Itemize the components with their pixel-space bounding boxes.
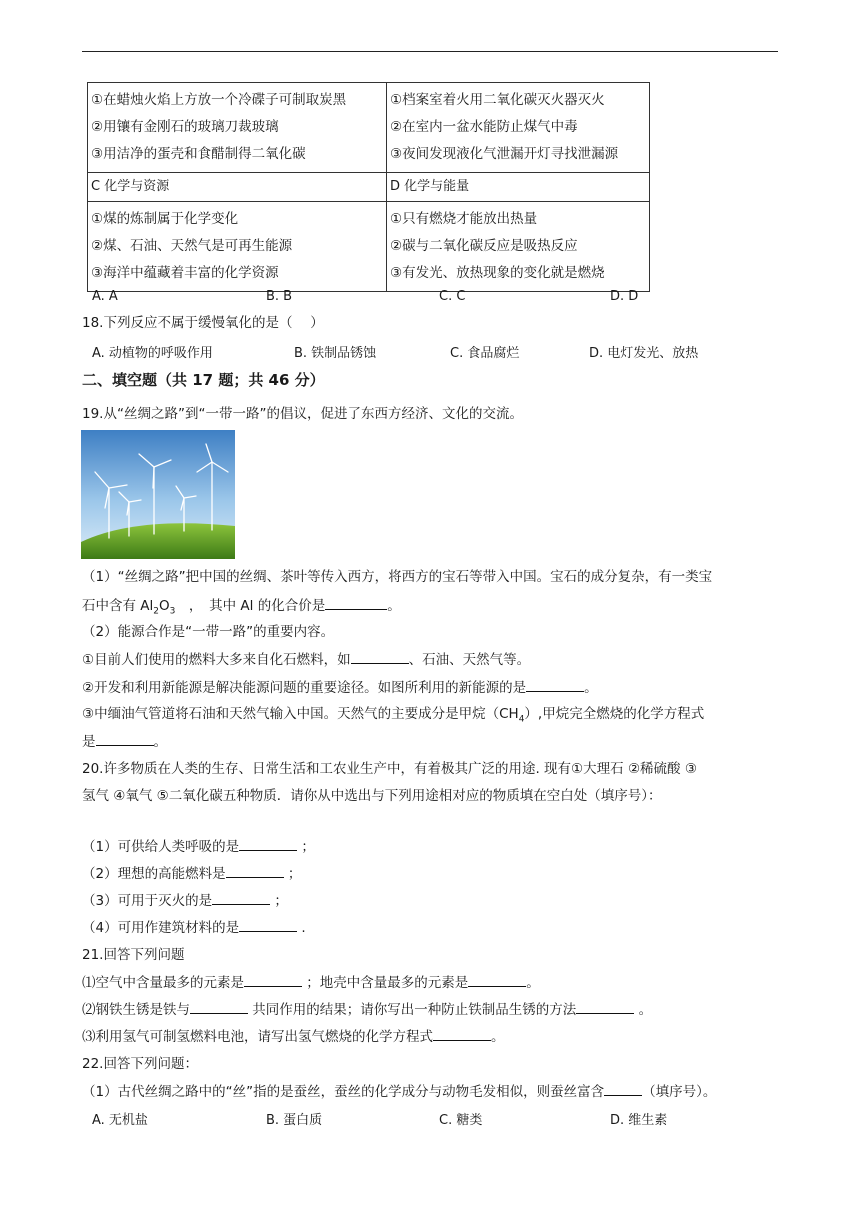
q21-text: ⑴空气中含量最多的元素是: [82, 975, 244, 991]
q19-text: 。: [387, 598, 401, 614]
subscript: 4: [518, 714, 525, 725]
q19-text: 是: [82, 734, 96, 750]
answer-blank[interactable]: [239, 836, 297, 851]
q20-text: .: [297, 920, 306, 936]
q19-part2-item2: [82, 677, 598, 698]
answer-blank[interactable]: [226, 863, 284, 878]
table-item: ②煤、石油、天然气是可再生能源: [91, 238, 293, 254]
q22-part1: [82, 1081, 716, 1102]
q20-item-2: [82, 863, 301, 884]
header-rule: [82, 51, 778, 52]
q21-text: 共同作用的结果；请你写出一种防止铁制品生锈的方法: [248, 1002, 577, 1018]
q19-part2-item3: [82, 704, 704, 730]
q19-text: 石中含有 Al: [82, 598, 154, 614]
q18-option-a[interactable]: A. 动植物的呼吸作用: [92, 346, 213, 361]
table-item: ①煤的炼制属于化学变化: [91, 211, 239, 227]
table-item: ③海洋中蕴藏着丰富的化学资源: [91, 265, 279, 281]
table-cell-d: [387, 202, 650, 292]
table-item: ①只有燃烧才能放出热量: [390, 211, 538, 227]
table-item: ②用镶有金刚石的玻璃刀裁玻璃: [91, 119, 279, 135]
answer-blank[interactable]: [96, 731, 154, 746]
comparison-table: [87, 82, 650, 292]
table-item: ③夜间发现液化气泄漏开灯寻找泄漏源: [390, 146, 619, 162]
q21-text: 。: [634, 1002, 653, 1018]
q19-part2-item3-cont: [82, 731, 167, 752]
q19-part2-item1: [82, 649, 530, 670]
subscript: 2: [153, 606, 160, 617]
q21-text: ⑵钢铁生锈是铁与: [82, 1002, 190, 1018]
table-header-d: D 化学与能量: [387, 173, 650, 202]
q21-text: 。: [491, 1029, 505, 1045]
q19-text: 、石油、天然气等。: [408, 652, 531, 668]
q17-option-d[interactable]: D. D: [610, 289, 639, 304]
q19-part2: （2）能源合作是“一带一路”的重要内容。: [82, 624, 335, 640]
q19-part1-line2: [82, 595, 401, 622]
q19-text: ③中缅油气管道将石油和天然气输入中国。天然气的主要成分是甲烷（CH: [82, 706, 519, 722]
q20-text: （1）可供给人类呼吸的是: [82, 839, 240, 855]
answer-blank[interactable]: [190, 999, 248, 1014]
q17-option-b[interactable]: B. B: [266, 289, 293, 304]
q19-part1-line1: （1）“丝绸之路”把中国的丝绸、茶叶等传入西方，将西方的宝石等带入中国。宝石的成分复杂，有一类宝: [82, 569, 713, 585]
table-item: ③用洁净的蛋壳和食醋制得二氧化碳: [91, 146, 306, 162]
q20-text: （2）理想的高能燃料是: [82, 866, 226, 882]
q22-text: （填序号）。: [642, 1084, 717, 1100]
q21-item-2: [82, 999, 652, 1020]
q20-item-1: [82, 836, 315, 857]
q22-stem: 22.回答下列问题：: [82, 1056, 198, 1072]
table-item: ①在蜡烛火焰上方放一个冷碟子可制取炭黑: [91, 92, 347, 108]
q20-text: （4）可用作建筑材料的是: [82, 920, 240, 936]
subscript: 3: [169, 606, 176, 617]
wind-turbines-image: [81, 430, 235, 559]
table-cell-c: [88, 202, 387, 292]
q22-option-a[interactable]: A. 无机盐: [92, 1113, 148, 1128]
table-item: ③有发光、放热现象的变化就是燃烧: [390, 265, 605, 281]
q17-option-a[interactable]: A. A: [92, 289, 118, 304]
q21-stem: 21.回答下列问题: [82, 947, 185, 963]
q21-item-1: [82, 972, 540, 993]
q19-text: ①目前人们使用的燃料大多来自化石燃料，如: [82, 652, 351, 668]
q18-option-b[interactable]: B. 铁制品锈蚀: [294, 346, 377, 361]
table-cell-row1-left: [88, 83, 387, 173]
q19-text: ， 其中 Al 的化合价是: [175, 598, 326, 614]
q22-option-d[interactable]: D. 维生素: [610, 1113, 668, 1128]
table-item: ②在室内一盆水能防止煤气中毒: [390, 119, 578, 135]
q19-text: 。: [153, 734, 167, 750]
q20-text: ；: [297, 839, 315, 855]
answer-blank[interactable]: [576, 999, 634, 1014]
q19-text: O: [159, 598, 170, 614]
answer-blank[interactable]: [604, 1081, 642, 1096]
q19-text: ②开发和利用新能源是解决能源问题的重要途径。如图所利用的新能源的是: [82, 680, 527, 696]
q19-text: 。: [584, 680, 598, 696]
q18-stem: 18.下列反应不属于缓慢氧化的是（ ）: [82, 315, 324, 331]
answer-blank[interactable]: [526, 677, 584, 692]
q20-item-4: [82, 917, 306, 938]
q18-option-c[interactable]: C. 食品腐烂: [450, 346, 520, 361]
q19-stem: 19.从“丝绸之路”到“一带一路”的倡议，促进了东西方经济、文化的交流。: [82, 406, 523, 422]
answer-blank[interactable]: [433, 1026, 491, 1041]
q20-text: （3）可用于灭火的是: [82, 893, 213, 909]
answer-blank[interactable]: [244, 972, 302, 987]
q22-option-c[interactable]: C. 糖类: [439, 1113, 483, 1128]
q21-text: 。: [526, 975, 540, 991]
table-cell-row1-right: [387, 83, 650, 173]
table-item: ①档案室着火用二氧化碳灭火器灭火: [390, 92, 605, 108]
q20-text: ；: [283, 866, 302, 882]
section-title: 二、填空题（共 17 题；共 46 分）: [82, 371, 325, 389]
q21-text: ；地壳中含量最多的元素是: [302, 975, 469, 991]
q19-text: ）,甲烷完全燃烧的化学方程式: [524, 706, 705, 722]
answer-blank[interactable]: [351, 649, 409, 664]
q22-text: （1）古代丝绸之路中的“丝”指的是蚕丝，蚕丝的化学成分与动物毛发相似，则蚕丝富含: [82, 1084, 605, 1100]
answer-blank[interactable]: [325, 595, 387, 610]
answer-blank[interactable]: [468, 972, 526, 987]
q20-stem-line1: 20.许多物质在人类的生存、日常生活和工农业生产中，有着极其广泛的用途. 现有①大理石 ②稀硫酸 ③: [82, 761, 697, 777]
q17-option-c[interactable]: C. C: [439, 289, 466, 304]
answer-blank[interactable]: [212, 890, 270, 905]
table-header-c: C 化学与资源: [88, 173, 387, 202]
answer-blank[interactable]: [239, 917, 297, 932]
q18-option-d[interactable]: D. 电灯发光、放热: [589, 346, 699, 361]
table-item: ②碳与二氧化碳反应是吸热反应: [390, 238, 578, 254]
q22-option-b[interactable]: B. 蛋白质: [266, 1113, 323, 1128]
q20-stem-line2: 氢气 ④氧气 ⑤二氧化碳五种物质．请你从中选出与下列用途相对应的物质填在空白处（填序号）：: [82, 788, 662, 804]
q20-item-3: [82, 890, 288, 911]
q21-item-3: [82, 1026, 505, 1047]
q20-text: ；: [270, 893, 288, 909]
q21-text: ⑶利用氢气可制氢燃料电池，请写出氢气燃烧的化学方程式: [82, 1029, 433, 1045]
